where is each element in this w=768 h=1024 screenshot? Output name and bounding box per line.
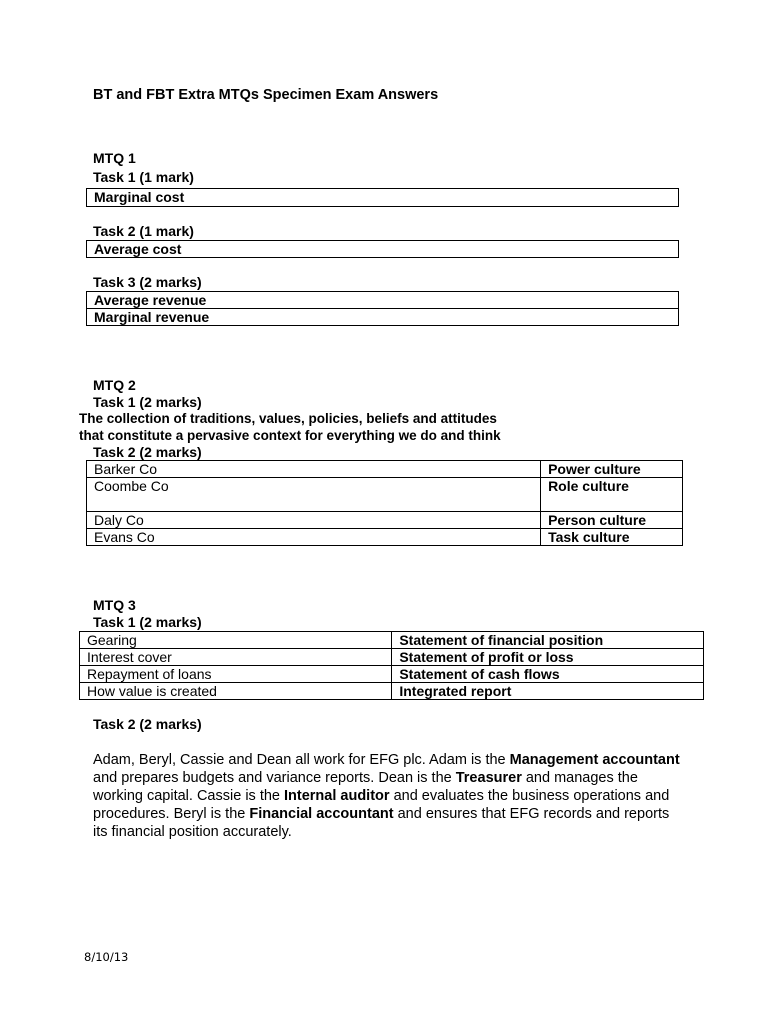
document-title: BT and FBT Extra MTQs Specimen Exam Answers <box>93 87 439 103</box>
mtq1-task3-label: Task 3 (2 marks) <box>93 274 202 290</box>
mtq1-task1-label: Task 1 (1 mark) <box>93 169 194 185</box>
mtq3-task2-answer-paragraph <box>93 751 683 841</box>
table-row <box>80 666 704 683</box>
role-financial-accountant: Financial accountant <box>249 806 394 822</box>
mtq3-task1-label: Task 1 (2 marks) <box>93 614 202 630</box>
mtq1-task3-answer-1: Average revenue <box>94 292 207 308</box>
mtq1-task2-answer-box <box>86 240 679 258</box>
paragraph-text: and evaluates the business operations and procedures. Beryl is the <box>93 788 670 822</box>
culture-cell: Role culture <box>541 478 683 512</box>
mtq2-task1-answer-line1: The collection of traditions, values, policies, beliefs and attitudes <box>79 411 497 426</box>
table-row <box>87 529 683 546</box>
culture-cell: Person culture <box>541 512 683 529</box>
paragraph-text: and ensures that EFG records and reports its financial position accurately. <box>93 806 670 840</box>
table-row <box>80 683 704 700</box>
statement-cell: Statement of cash flows <box>392 666 704 683</box>
table-row <box>87 478 683 512</box>
mtq1-task3-answer-box <box>86 291 679 326</box>
role-management-accountant: Management accountant <box>509 752 680 768</box>
mtq2-task1-label: Task 1 (2 marks) <box>93 394 202 410</box>
mtq3-statement-table <box>79 631 704 700</box>
mtq3-heading: MTQ 3 <box>93 597 136 613</box>
mtq2-culture-table <box>86 460 683 546</box>
mtq3-task2-label: Task 2 (2 marks) <box>93 716 202 732</box>
mtq2-heading: MTQ 2 <box>93 377 136 393</box>
table-row <box>87 512 683 529</box>
item-cell: Gearing <box>80 632 392 649</box>
company-cell: Daly Co <box>87 512 541 529</box>
mtq1-task1-answer: Marginal cost <box>94 189 185 205</box>
table-row <box>87 461 683 478</box>
company-cell: Coombe Co <box>87 478 541 512</box>
mtq1-task2-label: Task 2 (1 mark) <box>93 223 194 239</box>
statement-cell: Statement of profit or loss <box>392 649 704 666</box>
mtq2-task1-answer-line2: that constitute a pervasive context for everything we do and think <box>79 428 501 443</box>
mtq1-task3-answer-2: Marginal revenue <box>94 309 210 325</box>
culture-cell: Power culture <box>541 461 683 478</box>
mtq2-task2-label: Task 2 (2 marks) <box>93 444 202 460</box>
paragraph-text: and manages the working capital. Cassie is the <box>93 770 638 804</box>
role-internal-auditor: Internal auditor <box>284 788 390 804</box>
mtq1-task2-answer: Average cost <box>94 241 182 257</box>
culture-cell: Task culture <box>541 529 683 546</box>
mtq1-task1-answer-box <box>86 188 679 207</box>
statement-cell: Statement of financial position <box>392 632 704 649</box>
role-treasurer: Treasurer <box>455 770 522 786</box>
item-cell: Interest cover <box>80 649 392 666</box>
company-cell: Evans Co <box>87 529 541 546</box>
item-cell: How value is created <box>80 683 392 700</box>
mtq1-heading: MTQ 1 <box>93 150 136 166</box>
paragraph-text: and prepares budgets and variance reports. Dean is the <box>93 770 456 786</box>
table-row <box>80 632 704 649</box>
company-cell: Barker Co <box>87 461 541 478</box>
paragraph-text: Adam, Beryl, Cassie and Dean all work for EFG plc. Adam is the <box>93 752 510 768</box>
statement-cell: Integrated report <box>392 683 704 700</box>
item-cell: Repayment of loans <box>80 666 392 683</box>
footer-date: 8/10/13 <box>84 950 129 964</box>
table-row <box>80 649 704 666</box>
